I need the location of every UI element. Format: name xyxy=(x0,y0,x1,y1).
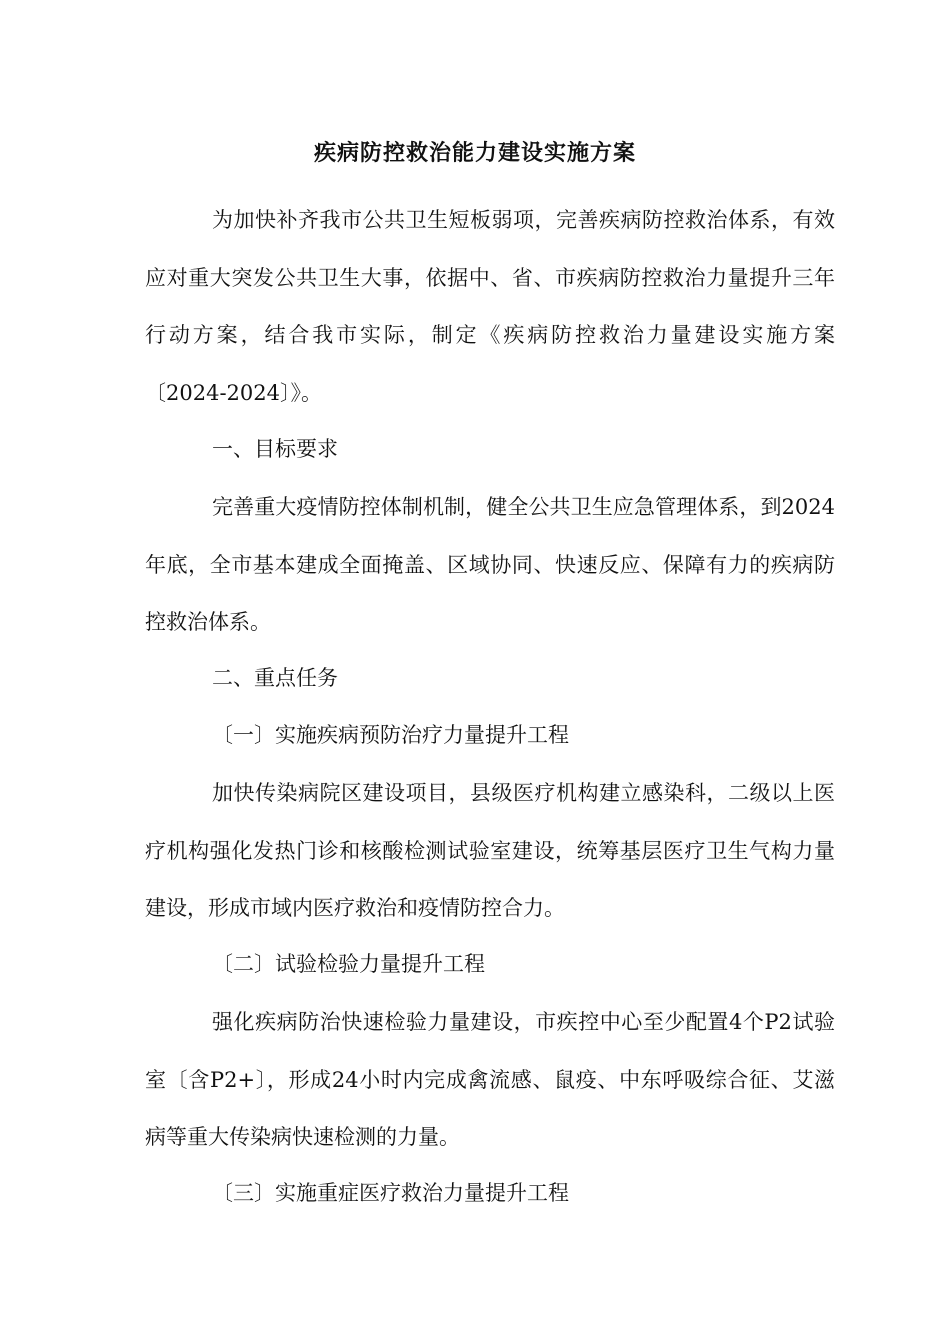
subsection-1-paragraph: 加快传染病院区建设项目，县级医疗机构建立感染科，二级以上医疗机构强化发热门诊和核酸检测试验室建设，统筹基层医疗卫生气构力量建设，形成市域内医疗救治和疫情防控合力。 xyxy=(145,781,835,920)
intro-paragraph: 为加快补齐我市公共卫生短板弱项，完善疾病防控救治体系，有效应对重大突发公共卫生大事，依据中、省、市疾病防控救治力量提升三年行动方案，结合我市实际，制定《疾病防控救治力量建设实施方案〔2024-2024〕》。 xyxy=(145,208,835,405)
subsection-heading-1: 〔一〕实施疾病预防治疗力量提升工程 xyxy=(212,723,569,747)
document-title: 疾病防控救治能力建设实施方案 xyxy=(313,140,636,166)
subsection-heading-3: 〔三〕实施重症医疗救治力量提升工程 xyxy=(212,1181,569,1205)
section-heading-goals: 一、目标要求 xyxy=(212,437,338,461)
subsection-2-paragraph: 强化疾病防治快速检验力量建设，市疾控中心至少配置4个P2试验室〔含P2+〕，形成24小时内完成禽流感、鼠疫、中东呼吸综合征、艾滋病等重大传染病快速检测的力量。 xyxy=(145,1010,835,1149)
goals-paragraph: 完善重大疫情防控体制机制，健全公共卫生应急管理体系，到2024年底，全市基本建成全面掩盖、区域协同、快速反应、保障有力的疾病防控救治体系。 xyxy=(145,495,835,634)
subsection-heading-2: 〔二〕试验检验力量提升工程 xyxy=(212,952,485,976)
section-heading-tasks: 二、重点任务 xyxy=(212,666,338,690)
